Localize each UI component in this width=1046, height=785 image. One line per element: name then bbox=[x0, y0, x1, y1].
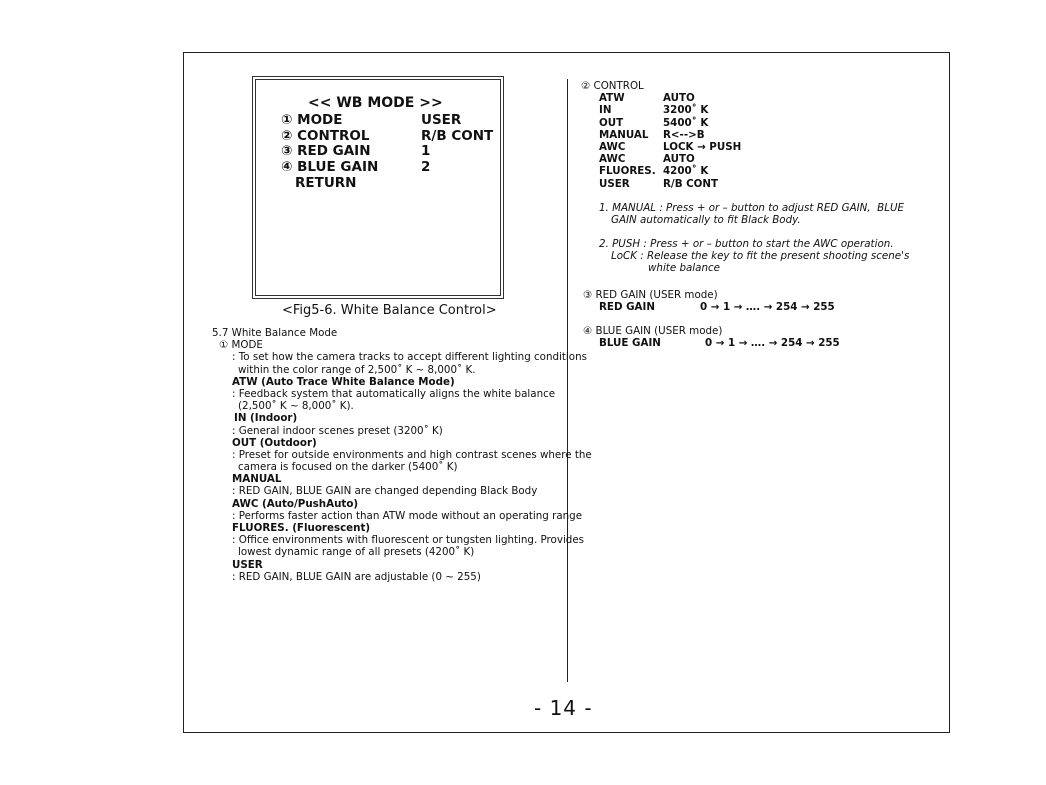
awc-title: AWC (Auto/PushAuto) bbox=[232, 497, 359, 510]
awc-description: : Performs faster action than ATW mode without an operating range bbox=[232, 509, 583, 522]
control-value: AUTO bbox=[663, 92, 695, 105]
control-key: IN bbox=[599, 104, 612, 117]
control-row bbox=[599, 165, 909, 177]
mode-description: : To set how the camera tracks to accept different lighting conditions bbox=[232, 351, 587, 364]
blue-gain-row bbox=[599, 337, 909, 349]
mode-label: ① MODE bbox=[219, 339, 263, 352]
atw-description: : Feedback system that automatically aligns the white balance bbox=[232, 387, 556, 400]
manual-note: GAIN automatically to fit Black Body. bbox=[611, 213, 801, 226]
manual-title: MANUAL bbox=[232, 473, 282, 486]
control-value: LOCK → PUSH bbox=[663, 140, 742, 153]
osd-row-label: ② CONTROL bbox=[281, 128, 370, 144]
red-gain-key: RED GAIN bbox=[599, 300, 655, 313]
red-gain-range: 0 → 1 → …. → 254 → 255 bbox=[700, 300, 835, 313]
control-key: AWC bbox=[599, 140, 626, 153]
osd-row-label: RETURN bbox=[295, 175, 357, 191]
manual-note: 1. MANUAL : Press + or – button to adjust RED GAIN, BLUE bbox=[599, 201, 905, 214]
figure-caption: <Fig5-6. White Balance Control> bbox=[282, 303, 497, 318]
control-value: R/B CONT bbox=[663, 177, 719, 190]
osd-inner-frame bbox=[255, 79, 501, 296]
osd-row-value: 2 bbox=[421, 159, 431, 175]
osd-row-value: USER bbox=[421, 112, 462, 128]
control-label: ② CONTROL bbox=[581, 80, 644, 92]
in-description: : General indoor scenes preset (3200˚ K) bbox=[232, 424, 443, 437]
osd-title: << WB MODE >> bbox=[308, 95, 443, 111]
out-title: OUT (Outdoor) bbox=[232, 436, 317, 449]
fluores-description: : Office environments with fluorescent or tungsten lighting. Provides bbox=[232, 534, 585, 547]
control-row bbox=[599, 178, 909, 190]
osd-row-label: ③ RED GAIN bbox=[281, 143, 371, 159]
control-value: 4200˚ K bbox=[663, 165, 709, 178]
control-key: ATW bbox=[599, 92, 625, 105]
lock-note: LoCK : Release the key to fit the present shooting scene's bbox=[611, 250, 910, 263]
control-table bbox=[581, 92, 909, 190]
blue-gain-range: 0 → 1 → …. → 254 → 255 bbox=[705, 337, 840, 350]
control-row bbox=[599, 104, 909, 116]
control-row bbox=[599, 141, 909, 153]
red-gain-row bbox=[599, 301, 909, 313]
user-description: : RED GAIN, BLUE GAIN are adjustable (0 ~ 255) bbox=[232, 570, 481, 583]
out-description: camera is focused on the darker (5400˚ K) bbox=[238, 461, 458, 474]
in-title: IN (Indoor) bbox=[234, 412, 298, 425]
wb-mode-osd-figure bbox=[252, 76, 504, 299]
control-row bbox=[599, 92, 909, 104]
lock-note: white balance bbox=[648, 262, 720, 275]
control-value: R<-->B bbox=[663, 128, 705, 141]
control-key: AWC bbox=[599, 153, 626, 166]
page-number: - 14 - bbox=[534, 696, 593, 720]
atw-description: (2,500˚ K ~ 8,000˚ K). bbox=[238, 400, 354, 413]
control-value: AUTO bbox=[663, 153, 695, 166]
control-key: USER bbox=[599, 177, 630, 190]
control-row bbox=[599, 117, 909, 129]
osd-row-value: R/B CONT bbox=[421, 128, 494, 144]
fluores-title: FLUORES. (Fluorescent) bbox=[232, 522, 371, 534]
left-column-text bbox=[212, 327, 592, 583]
control-row bbox=[599, 129, 909, 141]
blue-gain-label: ④ BLUE GAIN (USER mode) bbox=[583, 325, 723, 337]
control-value: 5400˚ K bbox=[663, 116, 709, 129]
user-title: USER bbox=[232, 558, 263, 571]
mode-description: within the color range of 2,500˚ K ~ 8,000˚ K. bbox=[238, 363, 476, 376]
manual-description: : RED GAIN, BLUE GAIN are changed depending Black Body bbox=[232, 485, 538, 498]
atw-title: ATW (Auto Trace White Balance Mode) bbox=[232, 375, 455, 388]
control-key: FLUORES. bbox=[599, 165, 656, 178]
red-gain-label: ③ RED GAIN (USER mode) bbox=[583, 288, 718, 301]
control-value: 3200˚ K bbox=[663, 104, 709, 117]
control-row bbox=[599, 153, 909, 165]
control-key: OUT bbox=[599, 116, 624, 129]
osd-row-label: ④ BLUE GAIN bbox=[281, 159, 379, 175]
fluores-description: lowest dynamic range of all presets (4200˚ K) bbox=[238, 546, 475, 559]
push-note: 2. PUSH : Press + or – button to start the AWC operation. bbox=[599, 238, 894, 251]
right-column-text bbox=[581, 80, 909, 349]
section-heading: 5.7 White Balance Mode bbox=[212, 327, 338, 339]
blue-gain-key: BLUE GAIN bbox=[599, 337, 661, 350]
control-key: MANUAL bbox=[599, 128, 649, 141]
out-description: : Preset for outside environments and high contrast scenes where the bbox=[232, 448, 592, 461]
osd-row-label: ① MODE bbox=[281, 112, 343, 128]
osd-row-value: 1 bbox=[421, 143, 431, 159]
